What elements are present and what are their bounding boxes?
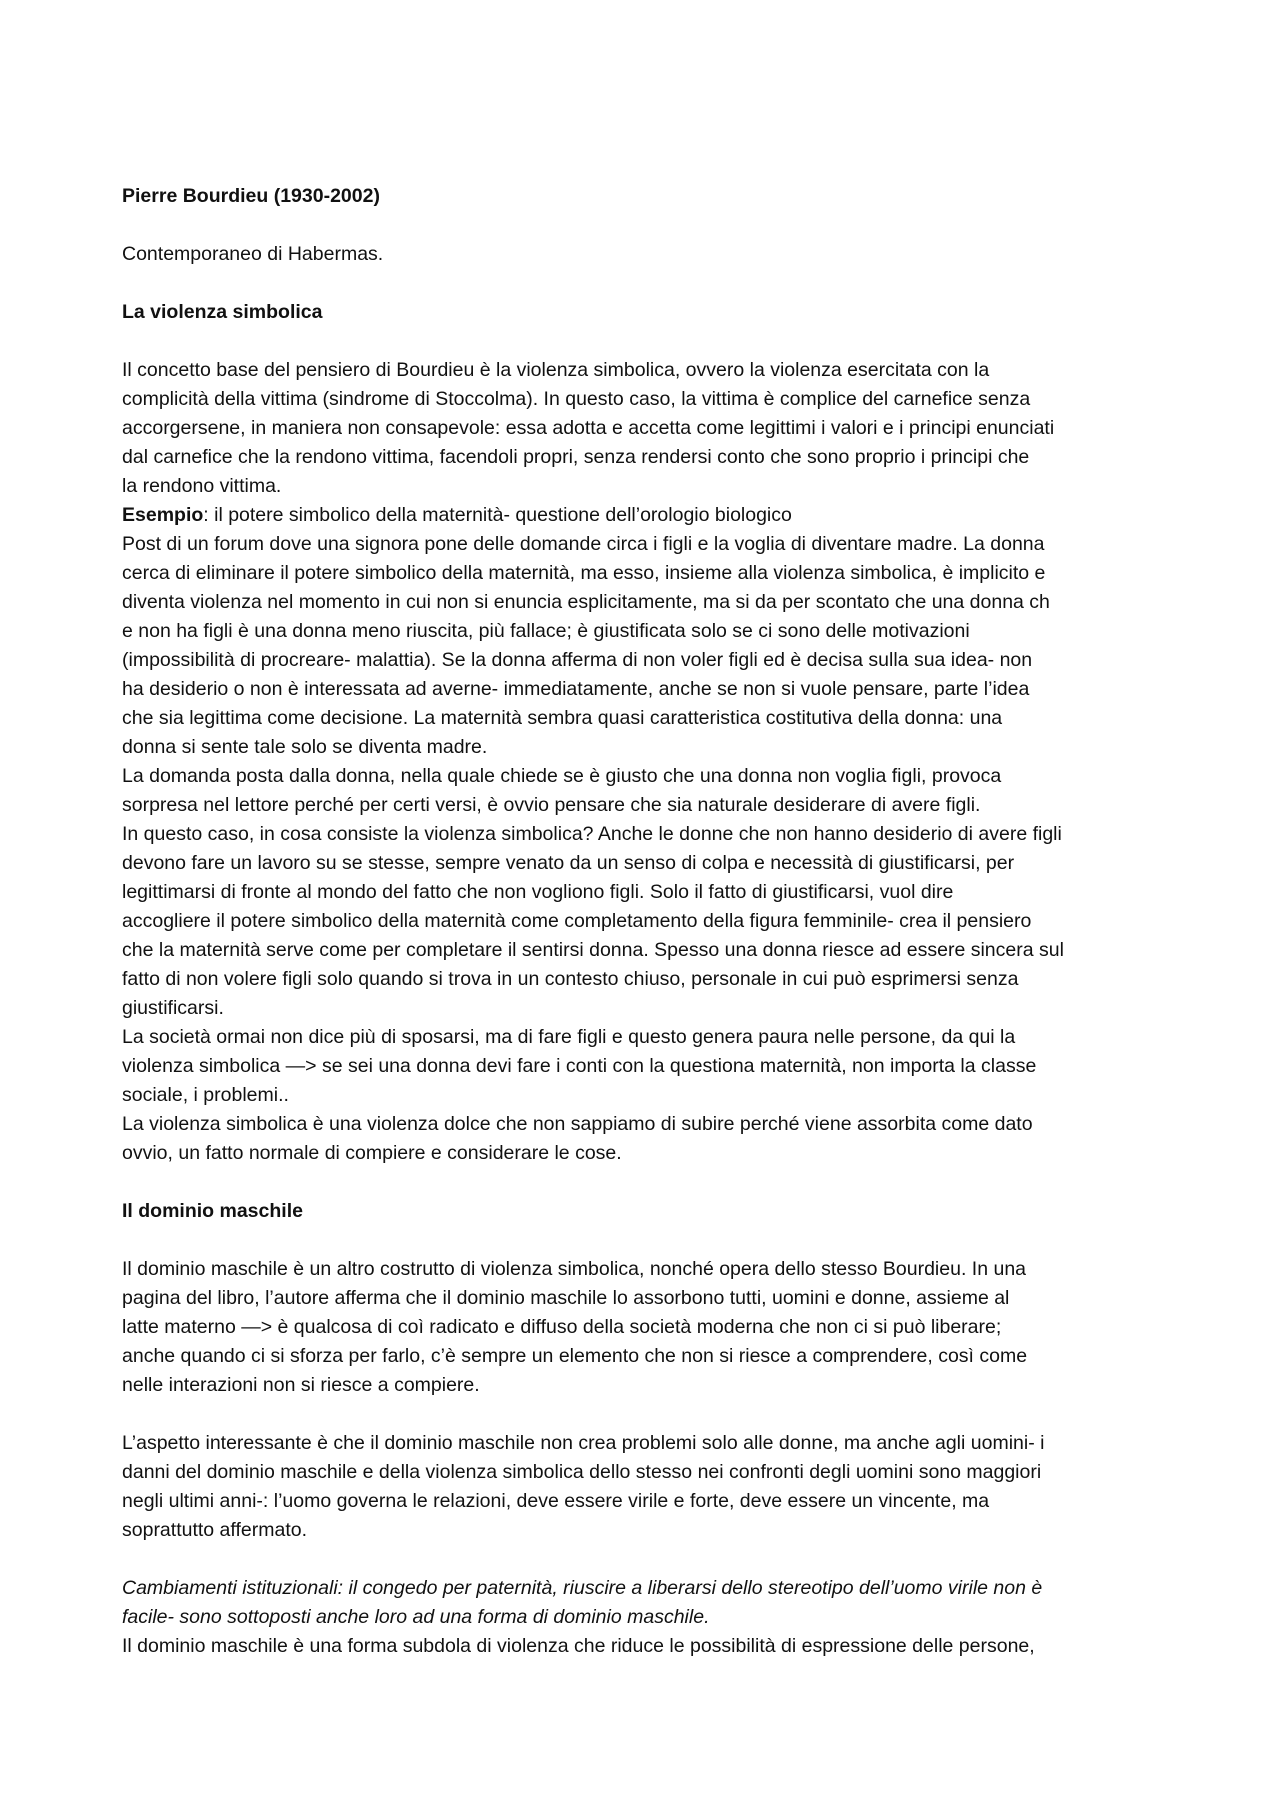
spacer — [122, 269, 1164, 298]
section-heading-violenza-simbolica: La violenza simbolica — [122, 301, 323, 323]
paragraph: L’aspetto interessante è che il dominio maschile non crea problemi solo alle donne, ma anche agli uomini- i danni del dominio maschile e della violenza simbolica dello stesso nei confronti degli uomini sono maggiori negli ultimi anni-: l’uomo governa le relazioni, deve essere virile e forte, deve essere un vincente, ma soprattutto affermato. — [122, 1432, 1045, 1541]
spacer — [122, 327, 1164, 356]
spacer — [122, 211, 1164, 240]
paragraph: In questo caso, in cosa consiste la violenza simbolica? Anche le donne che non hanno desiderio di avere figli devono fare un lavoro su se stesse, sempre venato da un senso di colpa e necessità di giustificarsi, per legittimarsi di fronte al mondo del fatto che non vogliono figli. Solo il fatto di giustificarsi, vuol dire accogliere il potere simbolico della maternità come completamento della figura femminile- crea il pensiero che la maternità serve come per completare il sentirsi donna. Spesso una donna riesce ad essere sincera sul fatto di non volere figli solo quando si trova in un contesto chiuso, personale in cui può esprimersi senza giustificarsi. — [122, 823, 1064, 1019]
paragraph: Post di un forum dove una signora pone delle domande circa i figli e la voglia di diventare madre. La donna cerca di eliminare il potere simbolico della maternità, ma esso, insieme alla violenza simbolica, è implicito e diventa violenza nel momento in cui non si enuncia esplicitamente, ma si da per scontato che una donna ch e non ha figli è una donna meno riuscita, più fallace; è giustificata solo se ci sono delle motivazioni (impossibilità di procreare- malattia). Se la donna afferma di non voler figli ed è decisa sulla sua idea- non ha desiderio o non è interessata ad averne- immediatamente, anche se non si vuole pensare, parte l’idea che sia legittima come decisione. La maternità sembra quasi caratteristica costitutiva della donna: una donna si sente tale solo se diventa madre. — [122, 533, 1050, 758]
spacer — [122, 1400, 1164, 1429]
paragraph: Il concetto base del pensiero di Bourdieu è la violenza simbolica, ovvero la violenza esercitata con la complicità della vittima (sindrome di Stoccolma). In questo caso, la vittima è complice del carnefice senza accorgersene, in maniera non consapevole: essa adotta e accetta come legittimi i valori e i principi enunciati dal carnefice che la rendono vittima, facendoli propri, senza rendersi conto che sono proprio i principi che la rendono vittima. — [122, 359, 1055, 497]
paragraph: La domanda posta dalla donna, nella quale chiede se è giusto che una donna non voglia figli, provoca sorpresa nel lettore perché per certi versi, è ovvio pensare che sia naturale desiderare di avere figli. — [122, 765, 1002, 816]
intro-paragraph: Contemporaneo di Habermas. — [122, 243, 384, 265]
paragraph: La violenza simbolica è una violenza dolce che non sappiamo di subire perché viene assorbita come dato ovvio, un fatto normale di compiere e considerare le cose. — [122, 1113, 1033, 1164]
italic-paragraph: Cambiamenti istituzionali: il congedo per paternità, riuscire a liberarsi dello stereotipo dell’uomo virile non è facile- sono sottoposti anche loro ad una forma di dominio maschile. — [122, 1577, 1043, 1628]
document-title: Pierre Bourdieu (1930-2002) — [122, 185, 380, 207]
document-body — [122, 182, 1164, 1661]
paragraph: Il dominio maschile è un altro costrutto di violenza simbolica, nonché opera dello stesso Bourdieu. In una pagina del libro, l’autore afferma che il dominio maschile lo assorbono tutti, uomini e donne, assieme al latte materno —> è qualcosa di coì radicato e diffuso della società moderna che non ci si può liberare; anche quando ci si sforza per farlo, c’è sempre un elemento che non si riesce a comprendere, così come nelle interazioni non si riesce a compiere. — [122, 1258, 1028, 1396]
spacer — [122, 1545, 1164, 1574]
example-line — [122, 501, 1164, 530]
paragraph: La società ormai non dice più di sposarsi, ma di fare figli e questo genera paura nelle persone, da qui la violenza simbolica —> se sei una donna devi fare i conti con la questiona maternità, non importa la classe sociale, i problemi.. — [122, 1026, 1037, 1106]
paragraph: Il dominio maschile è una forma subdola di violenza che riduce le possibilità di espressione delle persone, — [122, 1635, 1035, 1657]
spacer — [122, 1168, 1164, 1197]
example-text: : il potere simbolico della maternità- questione dell’orologio biologico — [203, 504, 792, 526]
spacer — [122, 1226, 1164, 1255]
example-label: Esempio — [122, 504, 204, 526]
section-heading-dominio-maschile: Il dominio maschile — [122, 1200, 303, 1222]
